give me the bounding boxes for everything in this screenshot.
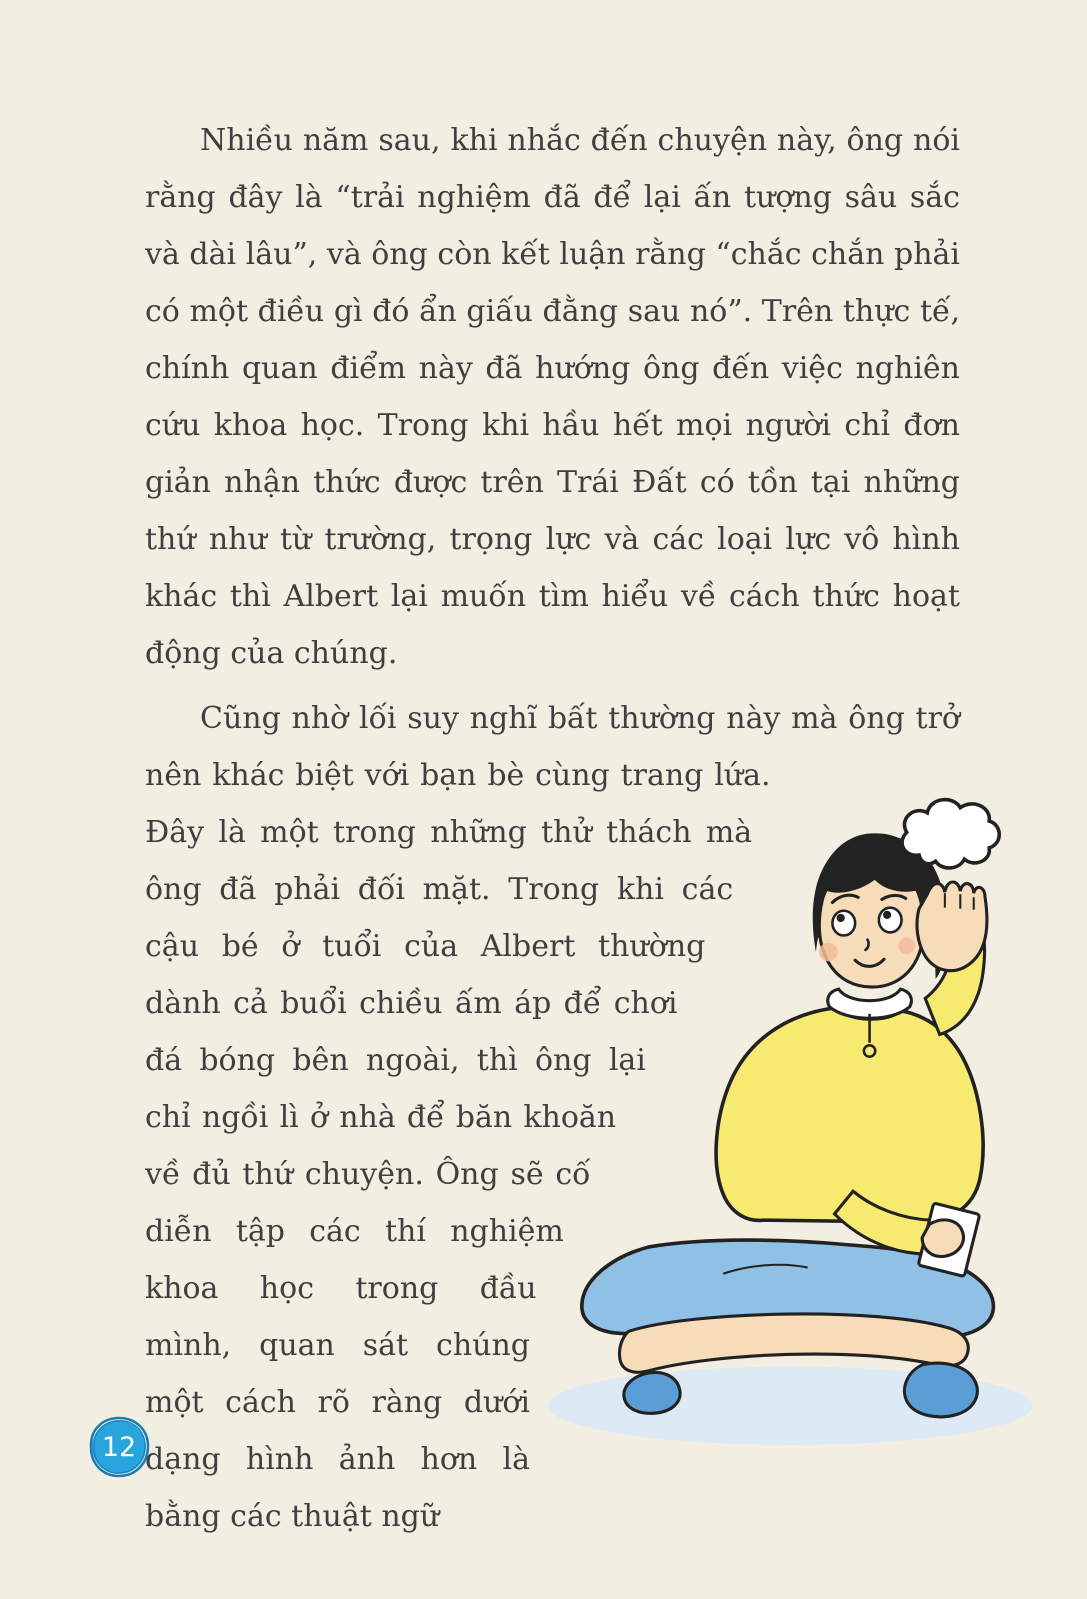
pupil-right (883, 911, 891, 919)
page-number: 12 (101, 1431, 137, 1463)
paragraph (145, 690, 960, 1545)
paragraph (145, 112, 960, 682)
paragraph-text: Cũng nhờ lối suy nghĩ bất thường này mà ông trở nên khác biệt với bạn bè cùng trang lứa. Đây là một trong những thử thách mà ông đã phải đối mặt. Trong khi các cậu bé ở tuổi của Albert thường dành cả buổi chiều ấm áp để chơi đá bóng bên ngoài, thì ông lại chỉ ngồi lì ở nhà để băn khoăn về đủ thứ chuyện. Ông sẽ cố diễn tập các thí nghiệm khoa học trong đầu mình, quan sát chúng một cách rõ ràng dưới dạng hình ảnh hơn là bằng các thuật ngữ (145, 701, 960, 1534)
crossed-leg (619, 1314, 968, 1372)
eye-left (832, 911, 855, 936)
hand-on-cheek (917, 882, 987, 971)
blush-right (898, 938, 915, 955)
page-text (145, 112, 960, 1545)
pupil-left (837, 914, 845, 922)
boy-thinking-illustration (540, 802, 960, 1452)
sweater (716, 1008, 983, 1223)
paragraph-text: Nhiều năm sau, khi nhắc đến chuyện này, ông nói rằng đây là “trải nghiệm đã để lại ấn tượng sâu sắc và dài lâu”, và ông còn kết luận rằng “chắc chắn phải có một điều gì đó ẩn giấu đằng sau nó”. Trên thực tế, chính quan điểm này đã hướng ông đến việc nghiên cứu khoa học. Trong khi hầu hết mọi người chỉ đơn giản nhận thức được trên Trái Đất có tồn tại những thứ như từ trường, trọng lực và các loại lực vô hình khác thì Albert lại muốn tìm hiểu về cách thức hoạt động của chúng. (145, 123, 960, 671)
hand-on-lap (922, 1220, 963, 1257)
page-number-badge (84, 1412, 154, 1482)
boy-thinking-drawing (525, 787, 1045, 1447)
eye-right (879, 908, 902, 933)
sock-right (904, 1363, 977, 1417)
blush-left (819, 943, 838, 962)
sock-left (624, 1372, 680, 1413)
